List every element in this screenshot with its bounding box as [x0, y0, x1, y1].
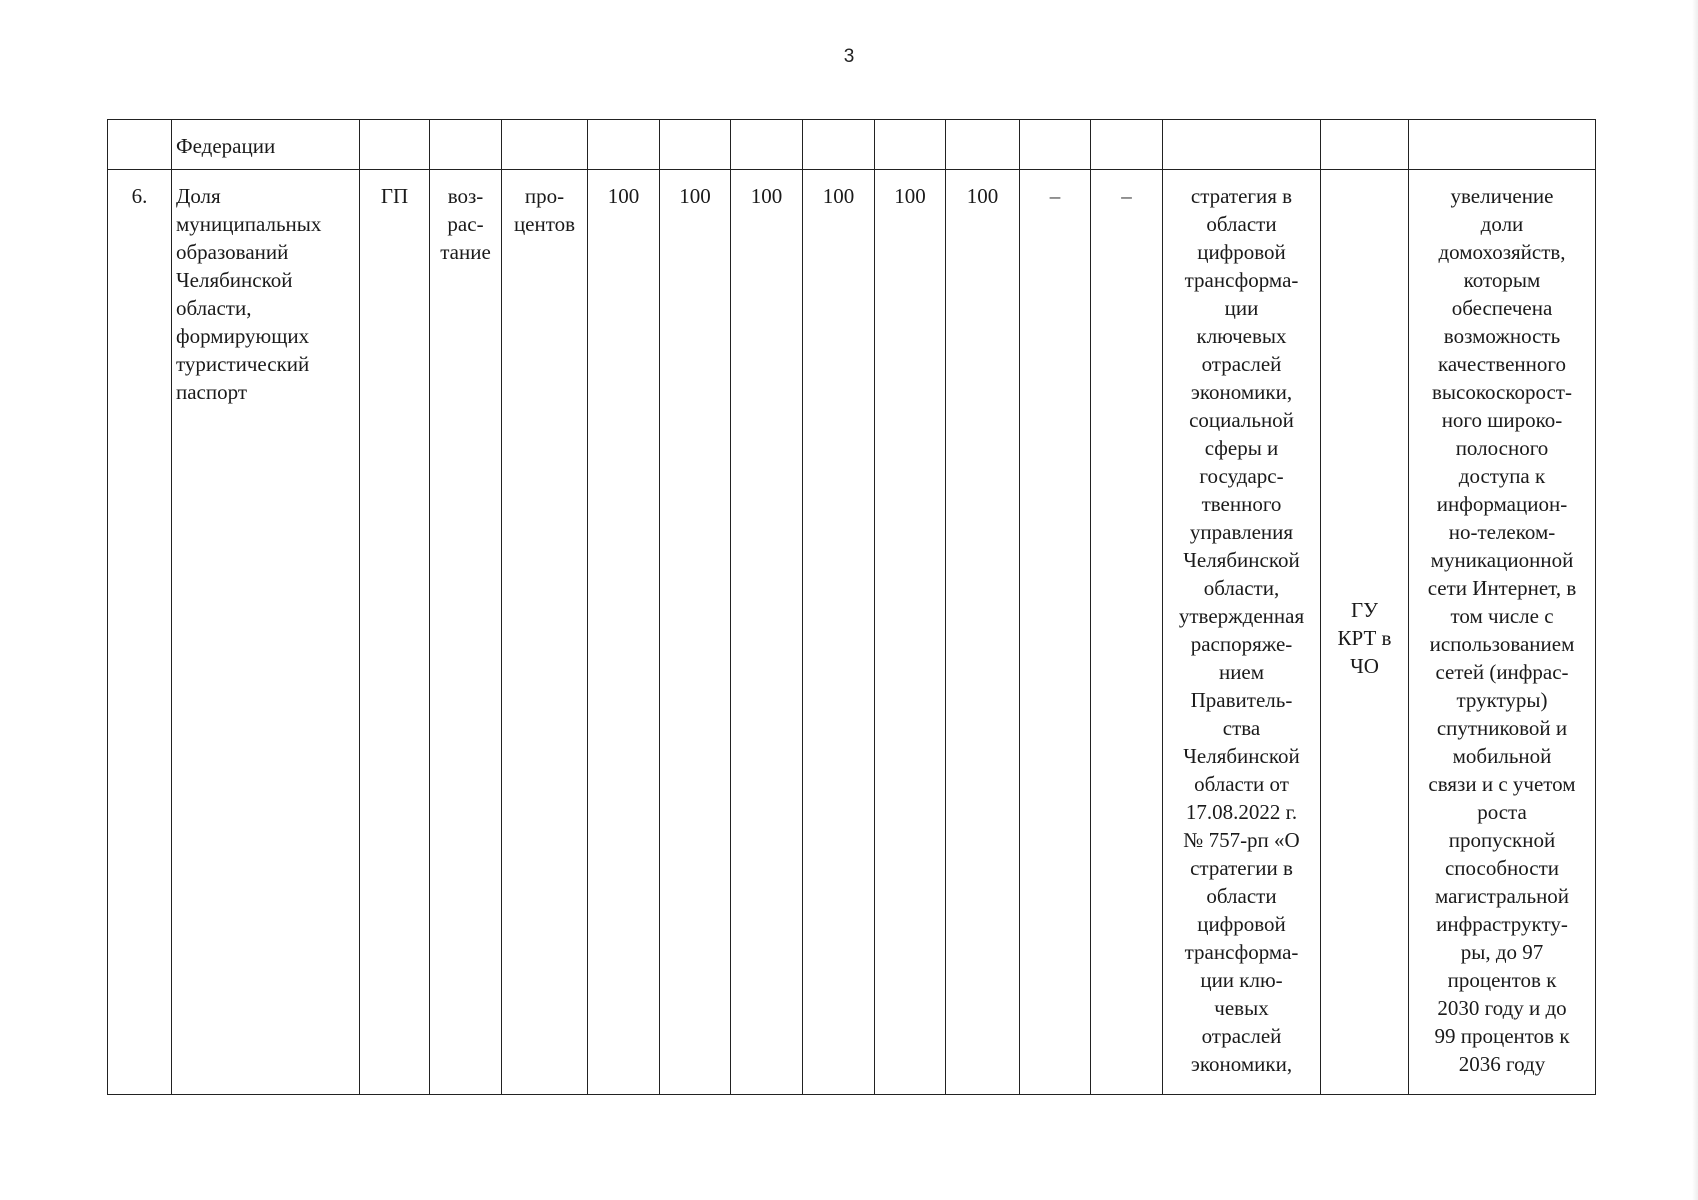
value-cell: 100	[946, 170, 1020, 1095]
cell-empty	[430, 120, 502, 170]
value-cell: 100	[660, 170, 731, 1095]
value-cell: 100	[731, 170, 803, 1095]
cell-empty	[731, 120, 803, 170]
indicator-dynamics: воз- рас- тание	[430, 170, 502, 1095]
indicator-level: ГП	[360, 170, 430, 1095]
cell-empty	[588, 120, 660, 170]
indicators-table	[107, 119, 1596, 1095]
scan-edge	[1692, 0, 1698, 1200]
goal-link: увеличение доли домохозяйств, которым обеспечена возможность качественного высокоскорост- ного широко- полосного доступа к информацион- но-телеком- муникационной сети Интернет, в том числе с использованием сетей (инфрас- труктуры) спутниковой и мобильной связи и с учетом роста пропускной способности магистральной инфраструкту- ры, до 97 процентов к 2030 году и до 99 процентов к 2036 году	[1409, 170, 1596, 1095]
cell-empty	[360, 120, 430, 170]
cell-empty	[875, 120, 946, 170]
page-number: 3	[843, 46, 855, 67]
cell-empty	[1409, 120, 1596, 170]
cell-empty	[1091, 120, 1163, 170]
value-cell: 100	[875, 170, 946, 1095]
value-cell: 100	[803, 170, 875, 1095]
value-cell: 100	[588, 170, 660, 1095]
dash-cell: –	[1020, 170, 1091, 1095]
table-row-continuation	[108, 120, 1596, 170]
cell-empty	[803, 120, 875, 170]
cell-empty	[1321, 120, 1409, 170]
dash-cell: –	[1091, 170, 1163, 1095]
cell-empty	[108, 120, 172, 170]
indicator-name: Доля муниципальных образований Челябинской области, формирующих туристический паспорт	[172, 170, 360, 1095]
row-number: 6.	[108, 170, 172, 1095]
cell-empty	[660, 120, 731, 170]
cell-empty	[1163, 120, 1321, 170]
cell-empty	[1020, 120, 1091, 170]
indicator-name-continuation: Федерации	[172, 120, 360, 170]
cell-empty	[946, 120, 1020, 170]
source-document: стратегия в области цифровой трансформа- ции ключевых отраслей экономики, социальной сферы и государс- твенного управления Челябинской области, утвержденная распоряже- нием Правитель- ства Челябинской области от 17.08.2022 г. № 757-рп «О стратегии в области цифровой трансформа- ции клю- чевых отраслей экономики,	[1163, 170, 1321, 1095]
unit-of-measure: про- центов	[502, 170, 588, 1095]
cell-empty	[502, 120, 588, 170]
table-row	[108, 170, 1596, 1095]
responsible-body: ГУ КРТ в ЧО	[1321, 170, 1409, 1095]
